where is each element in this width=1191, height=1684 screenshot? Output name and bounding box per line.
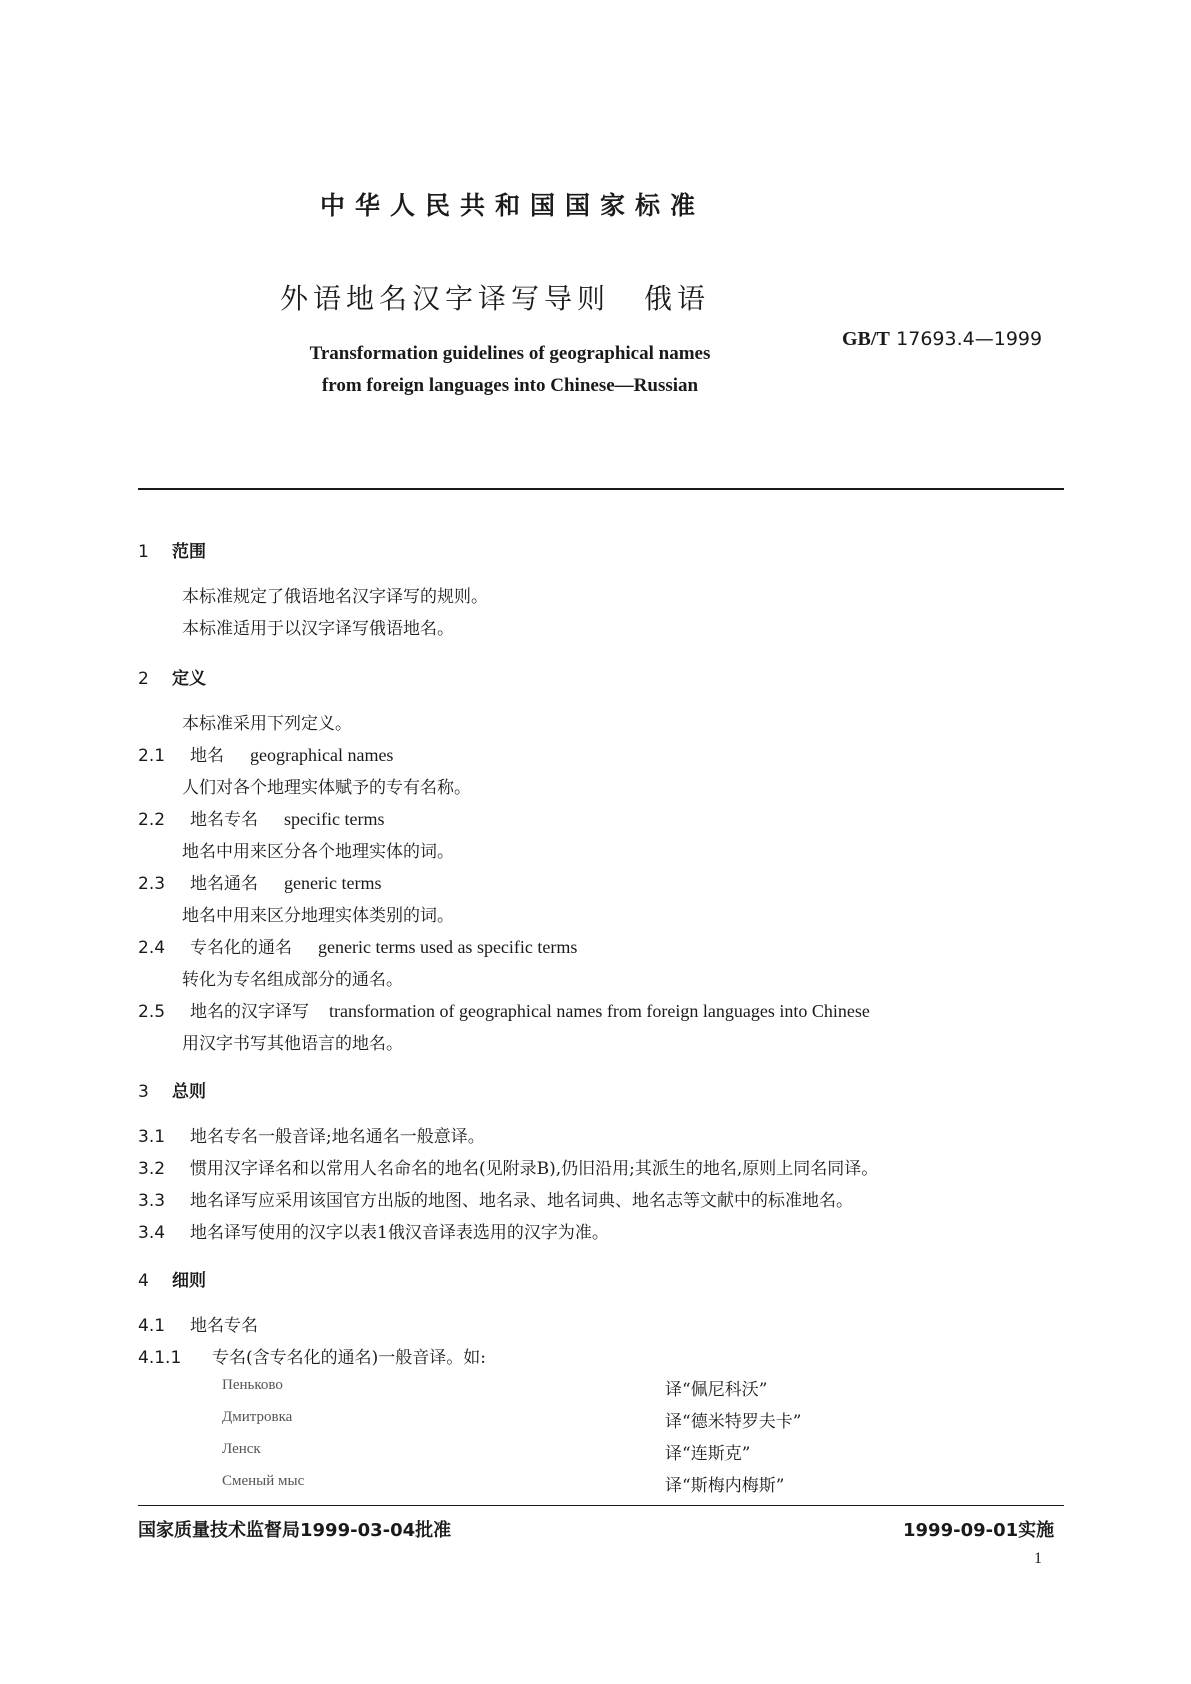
clause-number: 2.5	[138, 1002, 166, 1022]
section-number: 2	[138, 669, 149, 689]
clause-text: 地名译写应采用该国官方出版的地图、地名录、地名词典、地名志等文献中的标准地名。	[190, 1191, 853, 1211]
example-ru-2: Дмитровка	[222, 1409, 293, 1425]
example-ru-3: Ленск	[222, 1441, 261, 1457]
clause-number: 2.2	[138, 810, 166, 830]
section-4-heading	[138, 1266, 206, 1291]
term-en: geographical names	[250, 745, 394, 765]
footer-divider	[138, 1505, 1064, 1506]
section-title: 细则	[172, 1271, 206, 1291]
example-tr-3: 译“连斯克”	[665, 1444, 751, 1464]
definition-2-5	[138, 997, 870, 1022]
clause-text: 地名译写使用的汉字以表1俄汉音译表选用的汉字为准。	[190, 1223, 609, 1243]
term-en: specific terms	[284, 809, 385, 829]
clause-3-2	[138, 1154, 878, 1179]
term-en: generic terms	[284, 873, 382, 893]
section-2-heading	[138, 664, 206, 689]
clause-number: 2.3	[138, 874, 166, 894]
definition-2-3-text: 地名中用来区分地理实体类别的词。	[182, 906, 454, 926]
section-1-para-1: 本标准规定了俄语地名汉字译写的规则。	[182, 587, 488, 607]
term-cn: 地名专名	[190, 810, 258, 830]
clause-3-1	[138, 1122, 485, 1147]
term-en: transformation of geographical names from foreign languages into Chinese	[329, 1001, 870, 1021]
clause-number: 4.1	[138, 1316, 166, 1336]
clause-4-1	[138, 1311, 258, 1336]
clause-text: 地名专名	[190, 1316, 258, 1336]
clause-text: 惯用汉字译名和以常用人名命名的地名(见附录B),仍旧沿用;其派生的地名,原则上同名同译。	[190, 1159, 879, 1179]
section-number: 4	[138, 1271, 149, 1291]
definition-2-4	[138, 933, 577, 958]
section-number: 1	[138, 542, 149, 562]
term-en: generic terms used as specific terms	[318, 937, 578, 957]
example-ru-1: Пеньково	[222, 1377, 283, 1393]
std-code: GB/T	[842, 328, 890, 350]
title-cn-sub: 俄语	[644, 282, 711, 315]
approval-line: 国家质量技术监督局1999-03-04批准	[138, 1520, 452, 1541]
clause-text: 地名专名一般音译;地名通名一般意译。	[190, 1127, 485, 1147]
clause-3-3	[138, 1186, 853, 1211]
definition-2-2-text: 地名中用来区分各个地理实体的词。	[182, 842, 454, 862]
standard-number	[842, 326, 1042, 351]
document-title-en: Transformation guidelines of geographical names from foreign languages into Chinese—Russian	[309, 343, 711, 396]
header-divider	[138, 488, 1064, 490]
definition-2-2	[138, 805, 384, 830]
document-title-cn	[280, 277, 710, 317]
clause-number: 3.3	[138, 1191, 166, 1211]
term-cn: 地名	[190, 746, 224, 766]
clause-number: 3.1	[138, 1127, 166, 1147]
clause-number: 2.1	[138, 746, 166, 766]
section-number: 3	[138, 1082, 149, 1102]
effective-date: 1999-09-01实施	[903, 1520, 1055, 1541]
clause-number: 2.4	[138, 938, 166, 958]
std-number: 17693.4—1999	[896, 328, 1043, 350]
clause-number: 4.1.1	[138, 1348, 182, 1368]
term-cn: 专名化的通名	[190, 938, 292, 958]
section-1-para-2: 本标准适用于以汉字译写俄语地名。	[182, 619, 454, 639]
term-cn: 地名的汉字译写	[190, 1002, 309, 1022]
definition-2-4-text: 转化为专名组成部分的通名。	[182, 970, 403, 990]
definition-2-5-text: 用汉字书写其他语言的地名。	[182, 1034, 403, 1054]
definition-2-1-text: 人们对各个地理实体赋予的专有名称。	[182, 778, 471, 798]
section-title: 范围	[172, 542, 206, 562]
section-title: 总则	[172, 1082, 206, 1102]
definition-2-1	[138, 741, 393, 766]
example-ru-4: Сменый мыс	[222, 1473, 305, 1489]
section-1-heading	[138, 537, 206, 562]
clause-4-1-1	[138, 1343, 486, 1368]
title-cn-main: 外语地名汉字译写导则	[280, 282, 611, 315]
clause-number: 3.2	[138, 1159, 166, 1179]
section-3-heading	[138, 1077, 206, 1102]
term-cn: 地名通名	[190, 874, 258, 894]
section-2-para-1: 本标准采用下列定义。	[182, 714, 352, 734]
section-title: 定义	[172, 669, 206, 689]
clause-3-4	[138, 1218, 609, 1243]
example-tr-4: 译“斯梅内梅斯”	[665, 1476, 785, 1496]
page-number: 1	[1034, 1550, 1042, 1567]
definition-2-3	[138, 869, 381, 894]
example-tr-2: 译“德米特罗夫卡”	[665, 1412, 802, 1432]
clause-text: 专名(含专名化的通名)一般音译。如:	[212, 1348, 486, 1368]
example-tr-1: 译“佩尼科沃”	[665, 1380, 768, 1400]
national-standard-heading: 中华人民共和国国家标准	[320, 191, 706, 220]
clause-number: 3.4	[138, 1223, 166, 1243]
